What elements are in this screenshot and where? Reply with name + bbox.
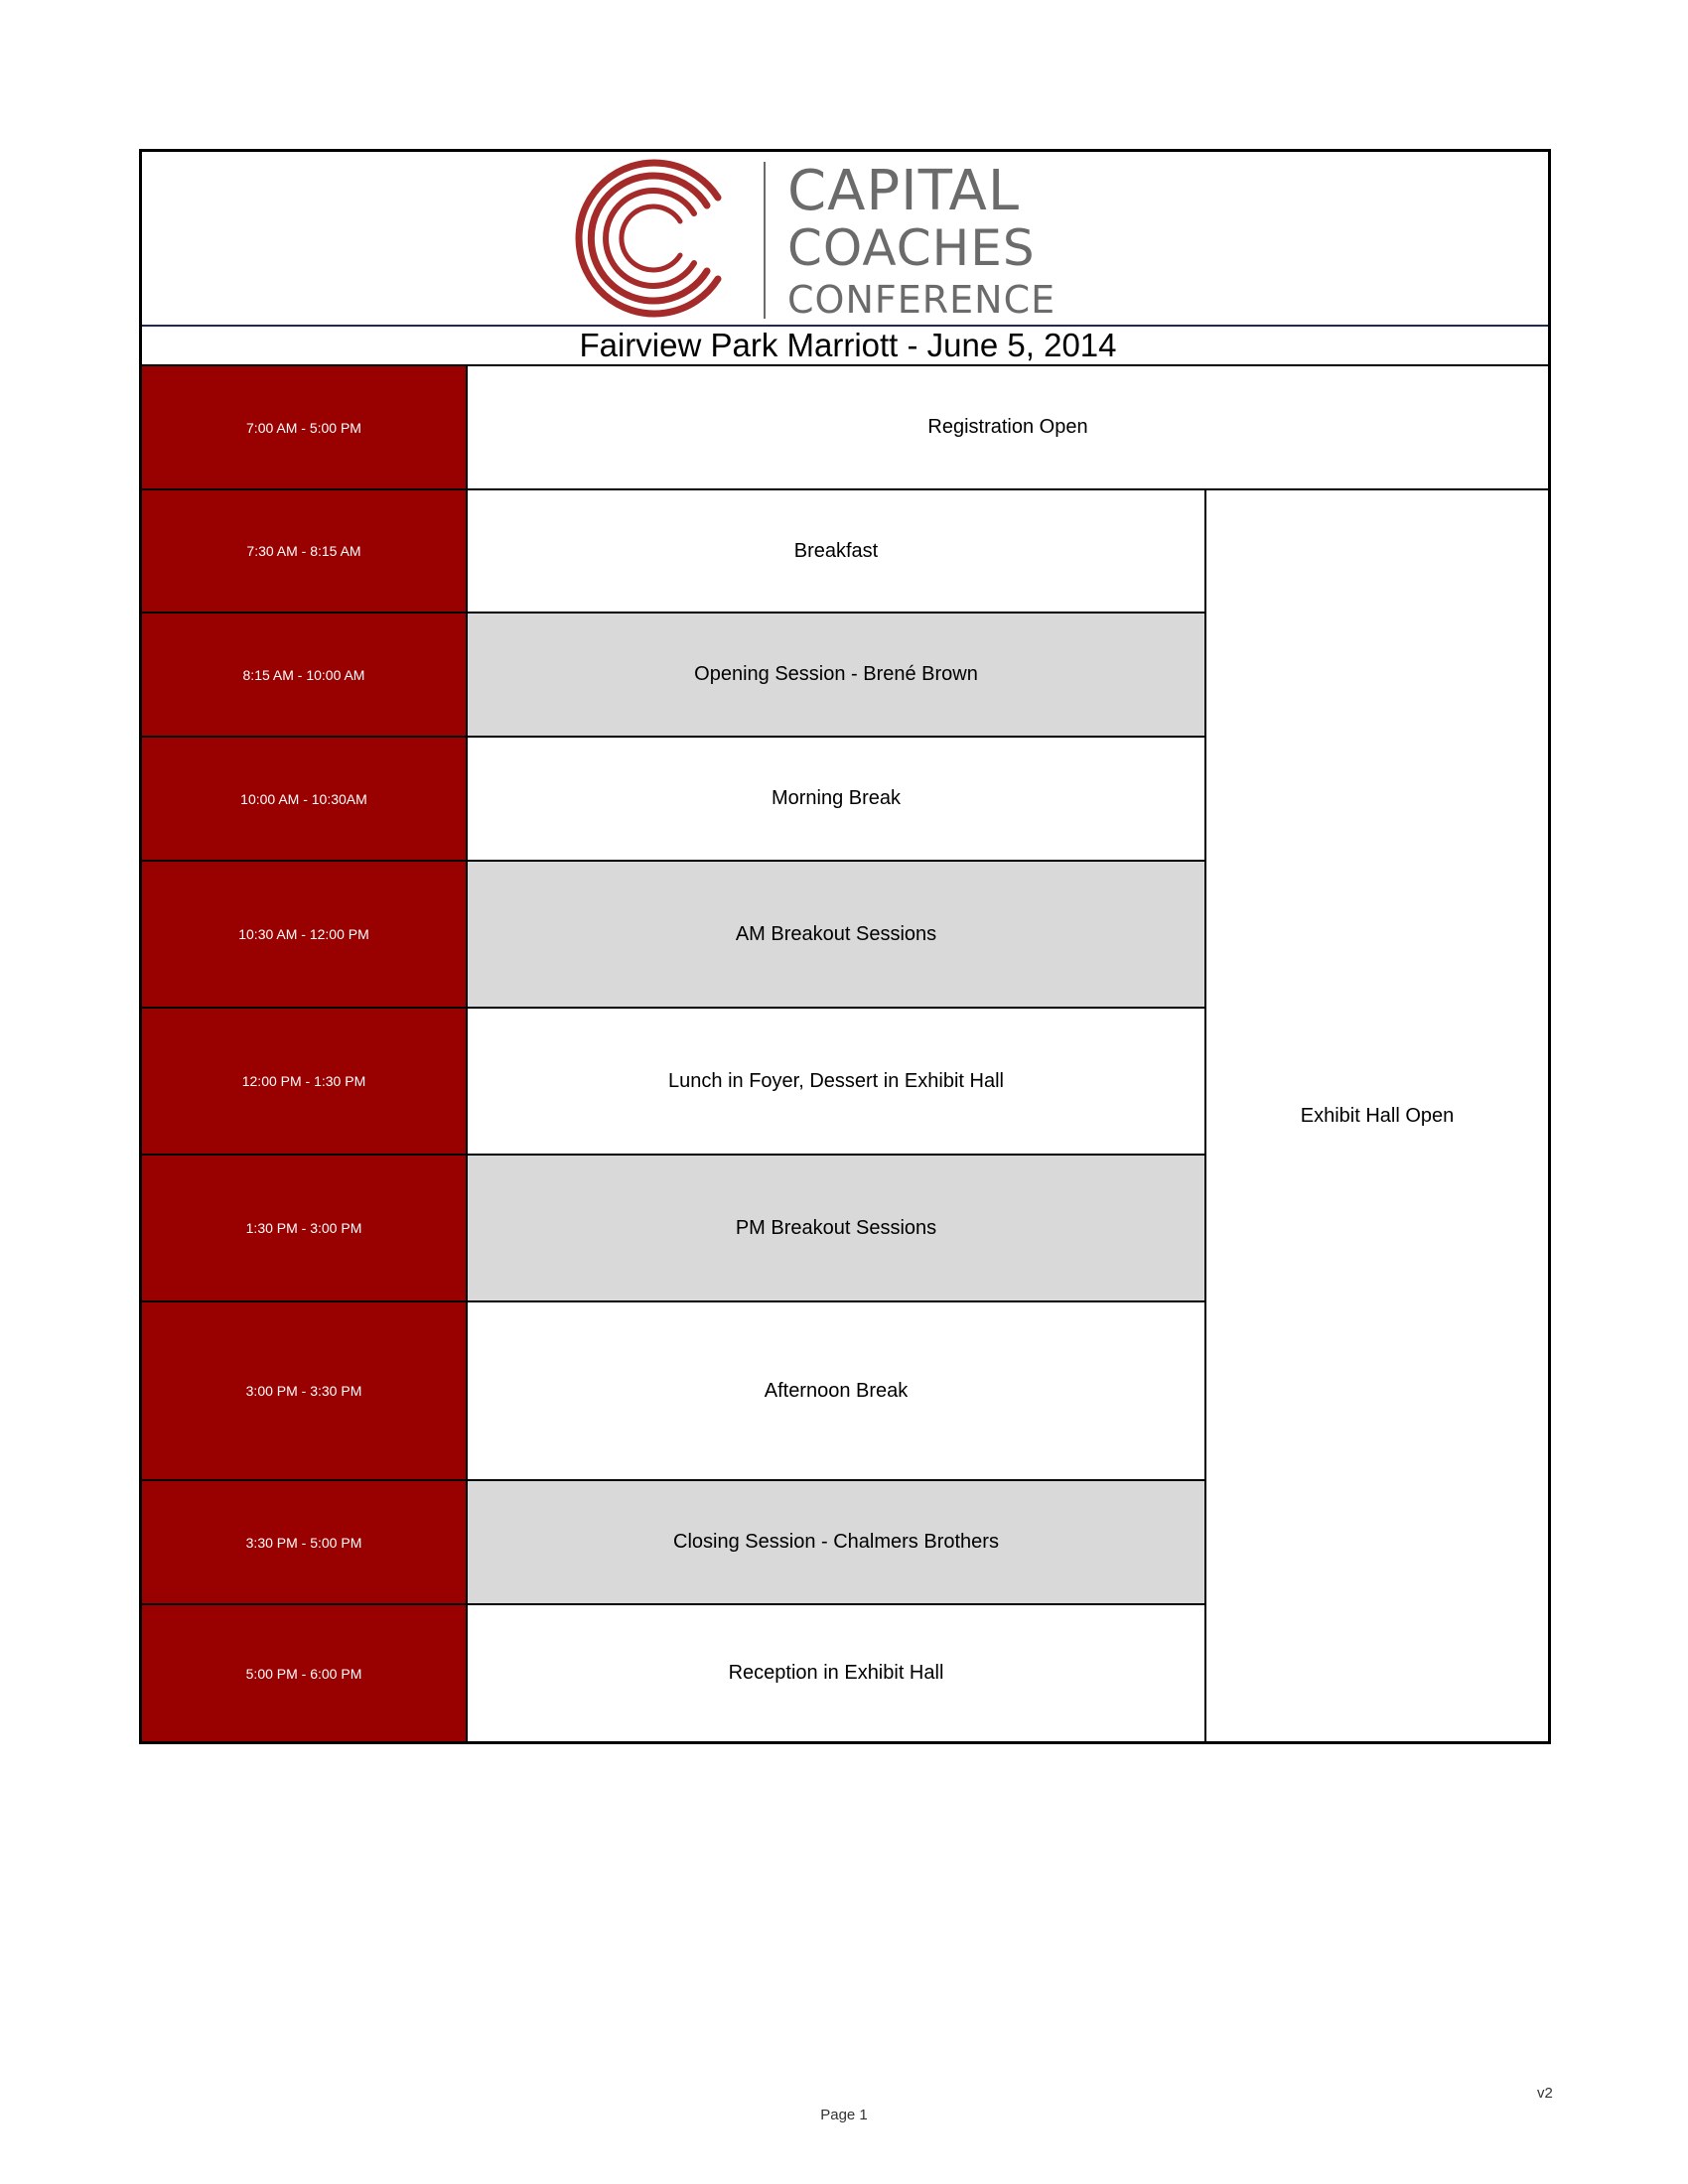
- venue-title-row: [142, 327, 1548, 366]
- logo-line-coaches: COACHES: [787, 219, 1036, 277]
- time-cell: 7:00 AM - 5:00 PM: [142, 366, 468, 490]
- event-cell-morning-break: Morning Break: [468, 738, 1206, 862]
- event-cell-closing-session: Closing Session - Chalmers Brothers: [468, 1481, 1206, 1605]
- logo-line-conference: CONFERENCE: [787, 278, 1056, 322]
- schedule-sheet: [139, 149, 1551, 1744]
- header: [142, 152, 1548, 327]
- exhibit-hall-cell: Exhibit Hall Open: [1206, 490, 1548, 1741]
- event-cell-pm-breakout: PM Breakout Sessions: [468, 1156, 1206, 1302]
- time-cell: 3:30 PM - 5:00 PM: [142, 1481, 468, 1605]
- conference-logo: [567, 154, 1083, 323]
- version-label: v2: [1537, 2085, 1553, 2102]
- time-cell: 10:30 AM - 12:00 PM: [142, 862, 468, 1009]
- time-cell: 12:00 PM - 1:30 PM: [142, 1009, 468, 1156]
- time-cell: 7:30 AM - 8:15 AM: [142, 490, 468, 614]
- time-cell: 5:00 PM - 6:00 PM: [142, 1605, 468, 1741]
- time-cell: 1:30 PM - 3:00 PM: [142, 1156, 468, 1302]
- logo-divider: [764, 162, 766, 319]
- time-cell: 3:00 PM - 3:30 PM: [142, 1302, 468, 1481]
- event-cell-breakfast: Breakfast: [468, 490, 1206, 614]
- logo-line-capital: CAPITAL: [787, 159, 1021, 223]
- event-cell-opening-session: Opening Session - Brené Brown: [468, 614, 1206, 738]
- venue-title: Fairview Park Marriott - June 5, 2014: [579, 327, 1117, 363]
- event-cell-afternoon-break: Afternoon Break: [468, 1302, 1206, 1481]
- page-number: Page 1: [820, 2107, 868, 2123]
- event-cell-am-breakout: AM Breakout Sessions: [468, 862, 1206, 1009]
- time-cell: 10:00 AM - 10:30AM: [142, 738, 468, 862]
- time-cell: 8:15 AM - 10:00 AM: [142, 614, 468, 738]
- logo-wordmark: [787, 159, 1056, 322]
- event-cell-registration: Registration Open: [468, 366, 1548, 490]
- event-cell-lunch: Lunch in Foyer, Dessert in Exhibit Hall: [468, 1009, 1206, 1156]
- event-cell-reception: Reception in Exhibit Hall: [468, 1605, 1206, 1741]
- capital-coaches-logo-icon: [567, 154, 736, 323]
